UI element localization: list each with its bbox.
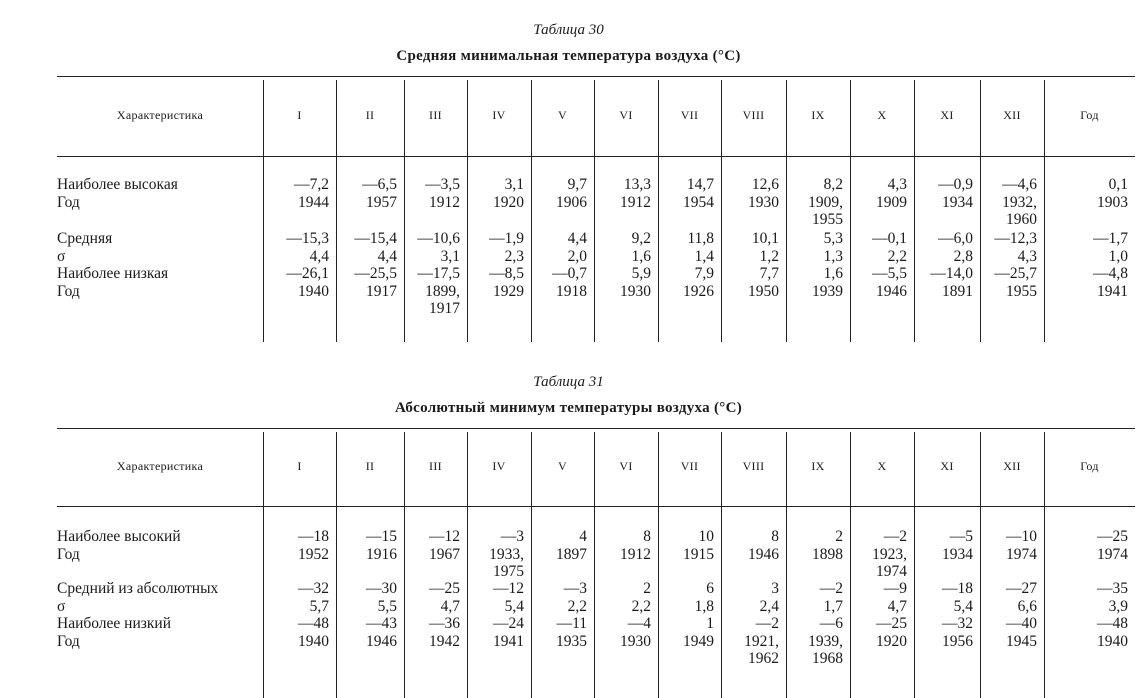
column-header: VII: [680, 108, 699, 122]
table-cell: —30 5,5 —43 1946: [366, 580, 397, 650]
table-cell: —0,1 2,2 —5,5 1946: [872, 230, 907, 300]
table-cell: 10 1915: [683, 528, 714, 563]
header-bottom-rule: [57, 506, 1135, 507]
table-cell: 9,2 1,6 5,9 1930: [620, 230, 651, 300]
column-header: I: [297, 459, 302, 473]
column-header: XI: [940, 108, 954, 122]
table-cell: —5 1934: [942, 528, 973, 563]
table-cell: 14,7 1954: [683, 176, 714, 211]
table-cell: —10 1974: [1006, 528, 1037, 563]
table-cell: 4 1897: [556, 528, 587, 563]
table-cell: 4,3 1909: [876, 176, 907, 211]
table-cell: —2 1923, 1974: [872, 528, 907, 580]
table-cell: 2 1898: [812, 528, 843, 563]
table-top-rule: [57, 76, 1135, 77]
column-header: XII: [1003, 459, 1021, 473]
table-cell: —6,0 2,8 —14,0 1891: [930, 230, 973, 300]
table-cell: 9,7 1906: [556, 176, 587, 211]
column-header: II: [365, 108, 375, 122]
table-30: [57, 76, 1135, 342]
table-cell: —18 5,4 —32 1956: [942, 580, 973, 650]
table-cell: 11,8 1,4 7,9 1926: [683, 230, 714, 300]
table-cell: —4,6 1932, 1960: [1002, 176, 1037, 228]
table-cell: —10,6 3,1 —17,5 1899, 1917: [417, 230, 460, 317]
column-header: XI: [940, 459, 954, 473]
table-cell: —15 1916: [366, 528, 397, 563]
table-cell: —15,4 4,4 —25,5 1917: [354, 230, 397, 300]
column-header: VIII: [742, 108, 765, 122]
table-cell: —0,9 1934: [938, 176, 973, 211]
table-31-title: Абсолютный минимум температуры воздуха (°С): [394, 400, 743, 416]
column-header: X: [877, 459, 887, 473]
row-labels-group1: Наиболее высокая Год: [57, 176, 178, 211]
row-labels-group2: Средняя σ Наиболее низкая Год: [57, 230, 169, 300]
column-header: V: [558, 108, 567, 122]
table-31: [57, 428, 1135, 698]
table-cell: —12 1967: [429, 528, 460, 563]
column-header: Год: [1080, 108, 1099, 122]
row-labels-group1: Наиболее высокий Год: [57, 528, 181, 563]
table-top-rule: [57, 428, 1135, 429]
table-cell: 5,3 1,3 1,6 1939: [812, 230, 843, 300]
header-bottom-rule: [57, 156, 1135, 157]
table-cell: —6,5 1957: [362, 176, 397, 211]
table-cell: —2 1,7 —6 1939, 1968: [808, 580, 843, 667]
table-cell: 2 2,2 —4 1930: [620, 580, 651, 650]
table-cell: —1,9 2,3 —8,5 1929: [489, 230, 524, 300]
column-header: XII: [1003, 108, 1021, 122]
column-header: VI: [619, 459, 633, 473]
column-header: IV: [492, 108, 506, 122]
table-cell: —3 1933, 1975: [489, 528, 524, 580]
table-cell: —1,7 1,0 —4,8 1941: [1093, 230, 1128, 300]
table-cell: —12,3 4,3 —25,7 1955: [994, 230, 1037, 300]
column-header: III: [429, 108, 442, 122]
table-cell: —32 5,7 —48 1940: [298, 580, 329, 650]
column-header: V: [558, 459, 567, 473]
table-cell: —9 4,7 —25 1920: [876, 580, 907, 650]
column-header: VIII: [742, 459, 765, 473]
column-header: X: [877, 108, 887, 122]
table-cell: 4,4 2,0 —0,7 1918: [552, 230, 587, 300]
column-header: II: [365, 459, 375, 473]
row-labels-group2: Средний из абсолютных σ Наиболее низкий Год: [57, 580, 219, 650]
header-characteristic: Характеристика: [116, 459, 204, 473]
table-cell: —12 5,4 —24 1941: [493, 580, 524, 650]
table-cell: 8 1946: [748, 528, 779, 563]
table-cell: —3 2,2 —11 1935: [556, 580, 587, 650]
column-header: IX: [811, 459, 825, 473]
column-header: VI: [619, 108, 633, 122]
column-header: VII: [680, 459, 699, 473]
table-cell: —35 3,9 —48 1940: [1097, 580, 1128, 650]
table-cell: 3,1 1920: [493, 176, 524, 211]
table-30-caption: Таблица 30: [533, 22, 604, 38]
column-header: IX: [811, 108, 825, 122]
table-cell: 13,3 1912: [620, 176, 651, 211]
header-characteristic: Характеристика: [116, 108, 204, 122]
table-31-caption: Таблица 31: [533, 374, 604, 390]
table-cell: 6 1,8 1 1949: [683, 580, 714, 650]
table-cell: —15,3 4,4 —26,1 1940: [286, 230, 329, 300]
table-cell: 12,6 1930: [748, 176, 779, 211]
table-cell: —3,5 1912: [425, 176, 460, 211]
table-cell: —7,2 1944: [294, 176, 329, 211]
table-cell: —18 1952: [298, 528, 329, 563]
table-cell: —25 4,7 —36 1942: [429, 580, 460, 650]
table-cell: 10,1 1,2 7,7 1950: [748, 230, 779, 300]
table-cell: 8,2 1909, 1955: [808, 176, 843, 228]
table-cell: —27 6,6 —40 1945: [1006, 580, 1037, 650]
table-cell: 0,1 1903: [1097, 176, 1128, 211]
column-header: Год: [1080, 459, 1099, 473]
table-30-title: Средняя минимальная температура воздуха (°С): [396, 48, 741, 64]
table-cell: 8 1912: [620, 528, 651, 563]
column-header: III: [429, 459, 442, 473]
table-cell: —25 1974: [1097, 528, 1128, 563]
column-header: IV: [492, 459, 506, 473]
table-cell: 3 2,4 —2 1921, 1962: [744, 580, 779, 667]
column-header: I: [297, 108, 302, 122]
